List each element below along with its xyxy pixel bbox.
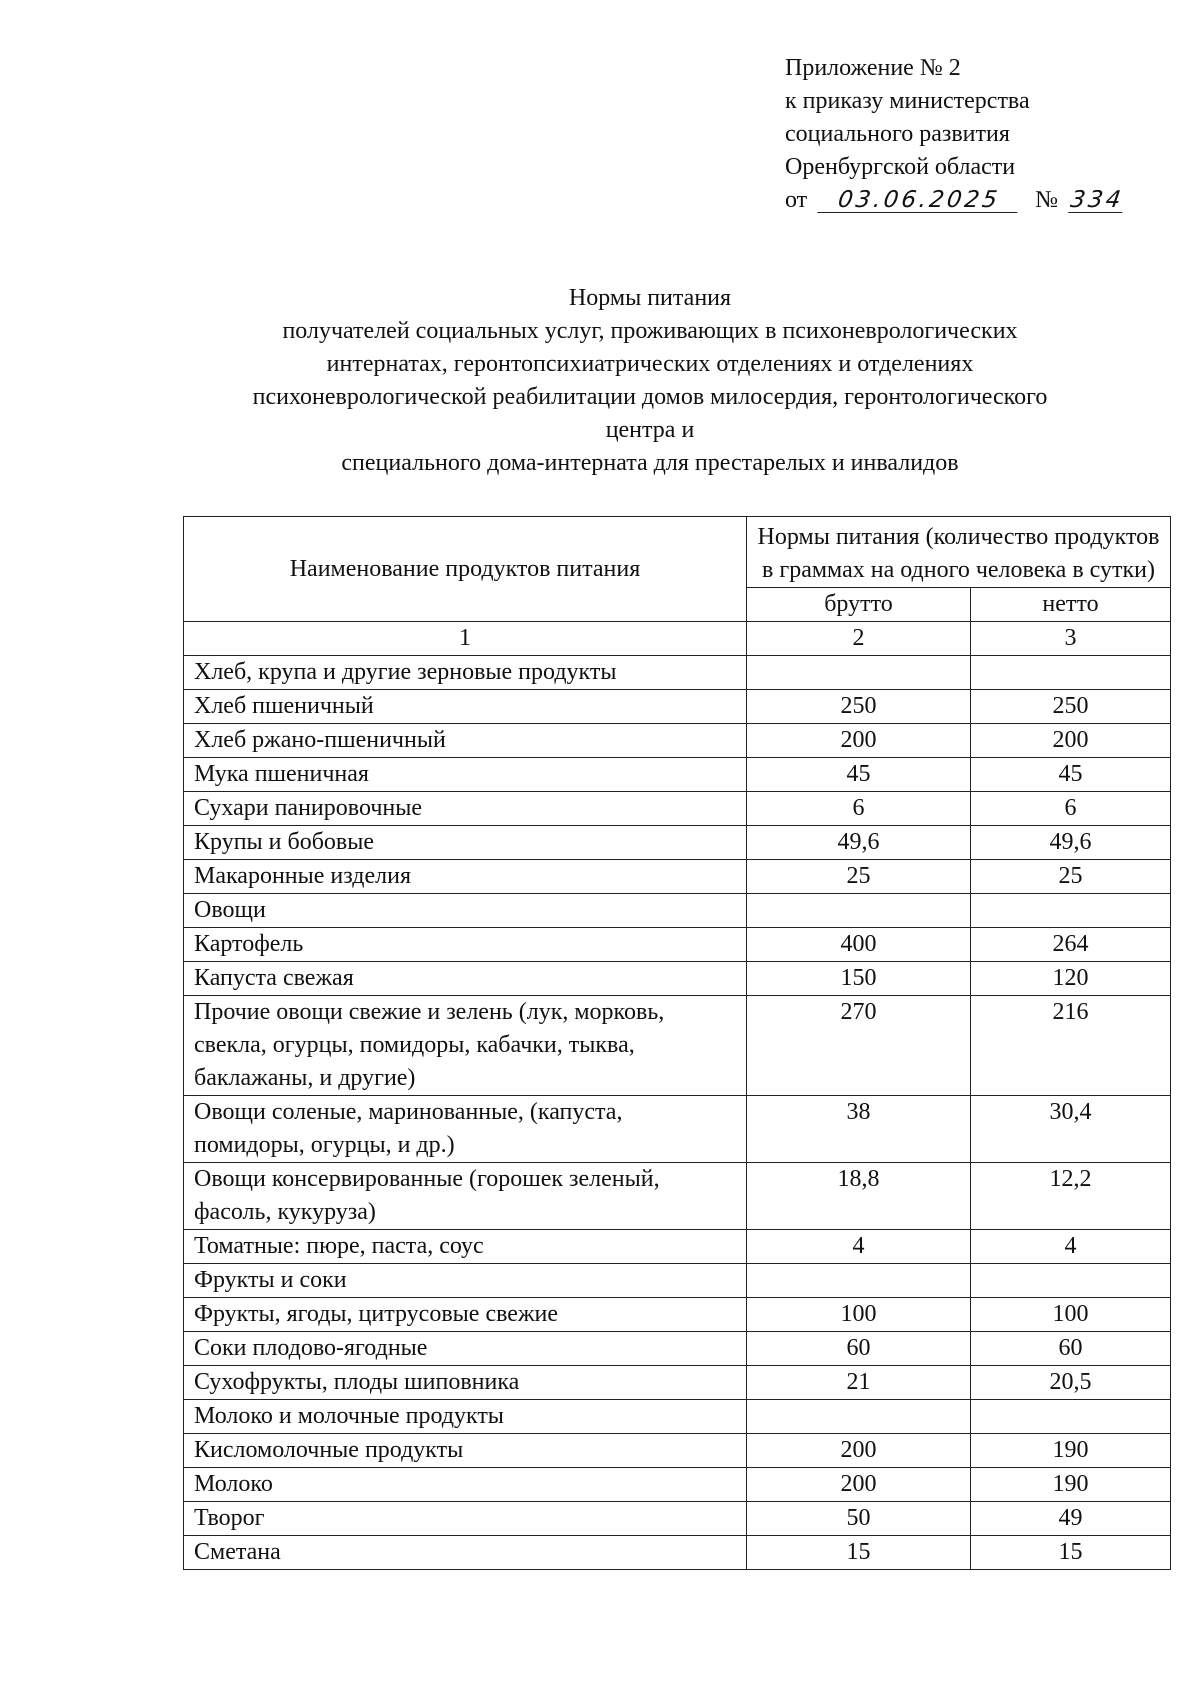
product-name-cell: Мука пшеничная bbox=[184, 758, 747, 792]
net-value-cell: 100 bbox=[971, 1298, 1171, 1332]
net-value-cell: 120 bbox=[971, 962, 1171, 996]
gross-value-cell: 21 bbox=[747, 1366, 971, 1400]
nutrition-norms-table bbox=[183, 516, 1171, 1570]
product-name-cell: Прочие овощи свежие и зелень (лук, морковь, свекла, огурцы, помидоры, кабачки, тыква, баклажаны, и другие) bbox=[184, 996, 747, 1096]
net-value-cell: 190 bbox=[971, 1434, 1171, 1468]
gross-value-cell: 400 bbox=[747, 928, 971, 962]
gross-value-cell bbox=[747, 1264, 971, 1298]
gross-value-cell: 200 bbox=[747, 1468, 971, 1502]
product-name-cell: Картофель bbox=[184, 928, 747, 962]
handwritten-number: 334 bbox=[1068, 187, 1126, 213]
net-value-cell: 30,4 bbox=[971, 1096, 1171, 1163]
product-name-cell: Капуста свежая bbox=[184, 962, 747, 996]
product-name-cell: Творог bbox=[184, 1502, 747, 1536]
product-name-cell: Сухари панировочные bbox=[184, 792, 747, 826]
from-label: от bbox=[785, 187, 808, 213]
gross-value-cell: 4 bbox=[747, 1230, 971, 1264]
gross-value-cell: 18,8 bbox=[747, 1163, 971, 1230]
product-name-cell: Фрукты, ягоды, цитрусовые свежие bbox=[184, 1298, 747, 1332]
column-number: 3 bbox=[971, 622, 1171, 656]
table-row bbox=[184, 928, 1171, 962]
table-row bbox=[184, 1096, 1171, 1163]
table-row bbox=[184, 1434, 1171, 1468]
document-title bbox=[150, 282, 1150, 480]
table-body bbox=[184, 656, 1171, 1570]
title-line: интернатах, геронтопсихиатрических отделениях и отделениях bbox=[326, 351, 974, 377]
title-line: специального дома-интерната для престарелых и инвалидов bbox=[341, 450, 959, 476]
gross-value-cell: 6 bbox=[747, 792, 971, 826]
column-number: 1 bbox=[184, 622, 747, 656]
gross-value-cell: 38 bbox=[747, 1096, 971, 1163]
product-name-cell: Хлеб ржано-пшеничный bbox=[184, 724, 747, 758]
column-number: 2 bbox=[747, 622, 971, 656]
net-value-cell bbox=[971, 656, 1171, 690]
table-row bbox=[184, 826, 1171, 860]
gross-value-cell: 100 bbox=[747, 1298, 971, 1332]
number-label: № bbox=[1035, 187, 1059, 213]
net-value-cell bbox=[971, 1264, 1171, 1298]
appendix-line: Оренбургской области bbox=[785, 154, 1016, 180]
gross-value-cell: 50 bbox=[747, 1502, 971, 1536]
gross-value-cell: 200 bbox=[747, 724, 971, 758]
header-product-name: Наименование продуктов питания bbox=[184, 517, 747, 622]
table-row bbox=[184, 1332, 1171, 1366]
title-line: получателей социальных услуг, проживающих в психоневрологических bbox=[282, 318, 1018, 344]
net-value-cell: 60 bbox=[971, 1332, 1171, 1366]
net-value-cell: 25 bbox=[971, 860, 1171, 894]
net-value-cell: 190 bbox=[971, 1468, 1171, 1502]
gross-value-cell: 15 bbox=[747, 1536, 971, 1570]
gross-value-cell: 49,6 bbox=[747, 826, 971, 860]
table-row bbox=[184, 724, 1171, 758]
table-row bbox=[184, 1536, 1171, 1570]
gross-value-cell: 25 bbox=[747, 860, 971, 894]
title-heading: Нормы питания bbox=[568, 285, 732, 311]
product-name-cell: Сметана bbox=[184, 1536, 747, 1570]
gross-value-cell: 60 bbox=[747, 1332, 971, 1366]
product-name-cell: Крупы и бобовые bbox=[184, 826, 747, 860]
appendix-date-line bbox=[785, 184, 1124, 217]
gross-value-cell: 250 bbox=[747, 690, 971, 724]
net-value-cell: 250 bbox=[971, 690, 1171, 724]
header-gross: брутто bbox=[747, 588, 971, 622]
net-value-cell bbox=[971, 894, 1171, 928]
net-value-cell: 45 bbox=[971, 758, 1171, 792]
net-value-cell: 49 bbox=[971, 1502, 1171, 1536]
product-name-cell: Овощи соленые, маринованные, (капуста, помидоры, огурцы, и др.) bbox=[184, 1096, 747, 1163]
product-name-cell: Сухофрукты, плоды шиповника bbox=[184, 1366, 747, 1400]
table-row bbox=[184, 860, 1171, 894]
table-row bbox=[184, 1400, 1171, 1434]
gross-value-cell: 200 bbox=[747, 1434, 971, 1468]
table-row bbox=[184, 1502, 1171, 1536]
gross-value-cell bbox=[747, 894, 971, 928]
gross-value-cell: 150 bbox=[747, 962, 971, 996]
product-name-cell: Макаронные изделия bbox=[184, 860, 747, 894]
product-name-cell: Томатные: пюре, паста, соус bbox=[184, 1230, 747, 1264]
net-value-cell: 216 bbox=[971, 996, 1171, 1096]
table-row bbox=[184, 656, 1171, 690]
table-row bbox=[184, 690, 1171, 724]
product-name-cell: Хлеб пшеничный bbox=[184, 690, 747, 724]
net-value-cell: 264 bbox=[971, 928, 1171, 962]
product-name-cell: Молоко и молочные продукты bbox=[184, 1400, 747, 1434]
table-row bbox=[184, 1298, 1171, 1332]
product-name-cell: Соки плодово-ягодные bbox=[184, 1332, 747, 1366]
gross-value-cell bbox=[747, 656, 971, 690]
appendix-line: социального развития bbox=[785, 121, 1010, 147]
net-value-cell: 6 bbox=[971, 792, 1171, 826]
product-name-cell: Фрукты и соки bbox=[184, 1264, 747, 1298]
table-row bbox=[184, 1230, 1171, 1264]
gross-value-cell: 45 bbox=[747, 758, 971, 792]
net-value-cell: 15 bbox=[971, 1536, 1171, 1570]
table-row bbox=[184, 894, 1171, 928]
table-row bbox=[184, 1264, 1171, 1298]
product-name-cell: Овощи bbox=[184, 894, 747, 928]
net-value-cell bbox=[971, 1400, 1171, 1434]
appendix-line: к приказу министерства bbox=[785, 88, 1030, 114]
net-value-cell: 200 bbox=[971, 724, 1171, 758]
table-row bbox=[184, 996, 1171, 1096]
table-row bbox=[184, 792, 1171, 826]
product-name-cell: Кисломолочные продукты bbox=[184, 1434, 747, 1468]
table-row bbox=[184, 1468, 1171, 1502]
product-name-cell: Молоко bbox=[184, 1468, 747, 1502]
table-row bbox=[184, 758, 1171, 792]
product-name-cell: Хлеб, крупа и другие зерновые продукты bbox=[184, 656, 747, 690]
appendix-block bbox=[785, 52, 1124, 217]
title-line: центра и bbox=[605, 417, 695, 443]
appendix-line: Приложение № 2 bbox=[785, 55, 961, 81]
net-value-cell: 20,5 bbox=[971, 1366, 1171, 1400]
gross-value-cell bbox=[747, 1400, 971, 1434]
table-row bbox=[184, 962, 1171, 996]
handwritten-date: 03.06.2025 bbox=[817, 188, 1021, 213]
product-name-cell: Овощи консервированные (горошек зеленый, фасоль, кукуруза) bbox=[184, 1163, 747, 1230]
title-line: психоневрологической реабилитации домов милосердия, геронтологического bbox=[252, 384, 1048, 410]
header-net: нетто bbox=[971, 588, 1171, 622]
net-value-cell: 49,6 bbox=[971, 826, 1171, 860]
net-value-cell: 4 bbox=[971, 1230, 1171, 1264]
table-row bbox=[184, 1366, 1171, 1400]
header-norms: Нормы питания (количество продуктов в граммах на одного человека в сутки) bbox=[747, 517, 1171, 588]
net-value-cell: 12,2 bbox=[971, 1163, 1171, 1230]
table-row bbox=[184, 1163, 1171, 1230]
gross-value-cell: 270 bbox=[747, 996, 971, 1096]
